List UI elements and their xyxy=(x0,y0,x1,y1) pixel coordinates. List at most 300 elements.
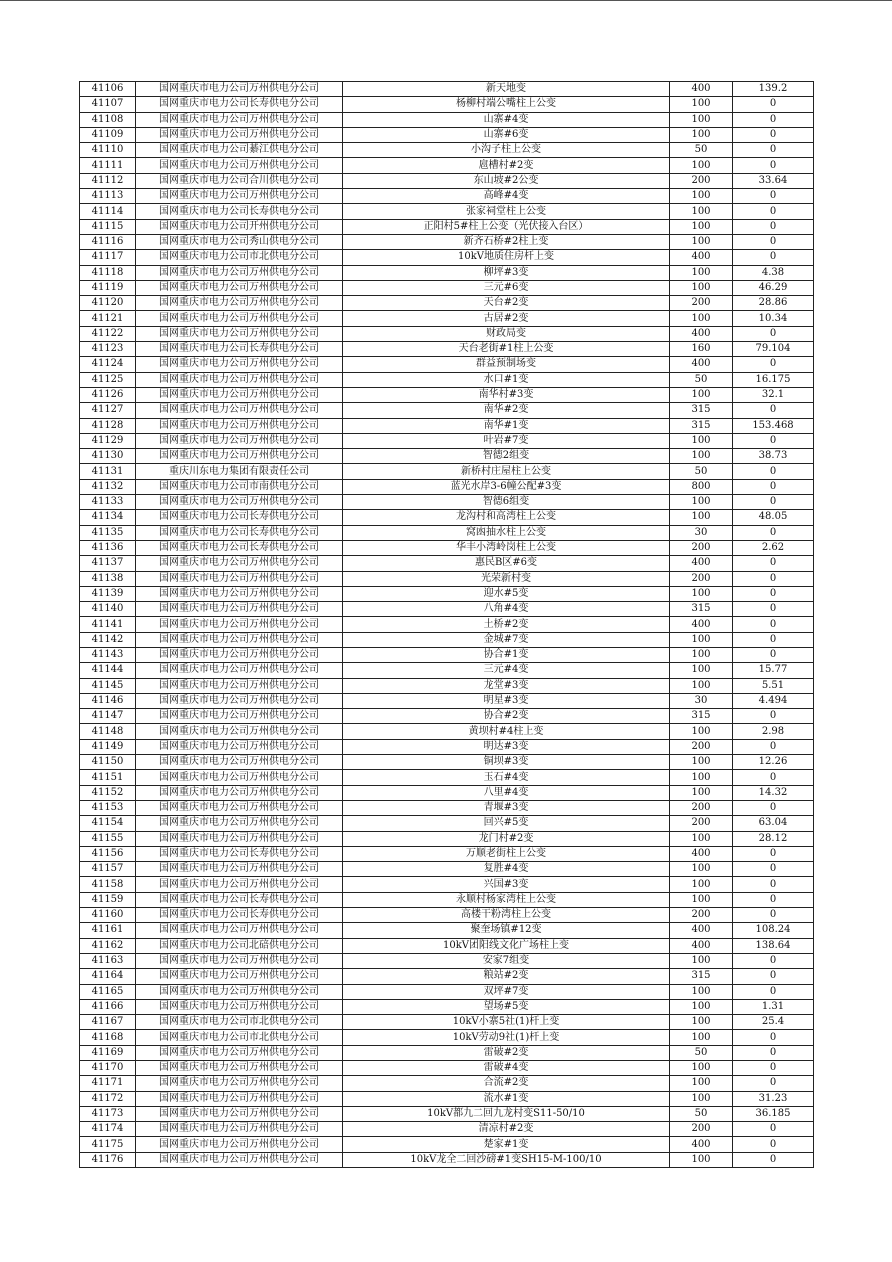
capacity-cell: 100 xyxy=(670,1091,733,1106)
transformer-name-cell: 杨柳村端公嘴柱上公变 xyxy=(343,97,670,112)
capacity-cell: 315 xyxy=(670,709,733,724)
capacity-cell: 100 xyxy=(670,892,733,907)
transformer-name-cell: 扈槽村#2变 xyxy=(343,158,670,173)
company-cell: 国网重庆市电力公司长寿供电分公司 xyxy=(136,525,343,540)
data-table xyxy=(79,81,814,1168)
transformer-name-cell: 金城#7变 xyxy=(343,632,670,647)
table-row xyxy=(80,219,814,234)
load-value-cell: 32.1 xyxy=(733,387,814,402)
capacity-cell: 100 xyxy=(670,1061,733,1076)
row-id-cell: 41111 xyxy=(80,158,136,173)
row-id-cell: 41174 xyxy=(80,1122,136,1137)
company-cell: 国网重庆市电力公司万州供电分公司 xyxy=(136,816,343,831)
capacity-cell: 400 xyxy=(670,326,733,341)
capacity-cell: 100 xyxy=(670,755,733,770)
load-value-cell: 31.23 xyxy=(733,1091,814,1106)
capacity-cell: 100 xyxy=(670,158,733,173)
table-row xyxy=(80,892,814,907)
row-id-cell: 41149 xyxy=(80,739,136,754)
company-cell: 国网重庆市电力公司万州供电分公司 xyxy=(136,127,343,142)
company-cell: 国网重庆市电力公司市南供电分公司 xyxy=(136,479,343,494)
table-row xyxy=(80,143,814,158)
company-cell: 国网重庆市电力公司万州供电分公司 xyxy=(136,1091,343,1106)
load-value-cell: 0 xyxy=(733,862,814,877)
load-value-cell: 0 xyxy=(733,127,814,142)
row-id-cell: 41143 xyxy=(80,647,136,662)
company-cell: 国网重庆市电力公司万州供电分公司 xyxy=(136,724,343,739)
company-cell: 国网重庆市电力公司万州供电分公司 xyxy=(136,632,343,647)
row-id-cell: 41122 xyxy=(80,326,136,341)
table-row xyxy=(80,800,814,815)
load-value-cell: 153.468 xyxy=(733,418,814,433)
transformer-name-cell: 天台老街#1柱上公变 xyxy=(343,342,670,357)
row-id-cell: 41150 xyxy=(80,755,136,770)
capacity-cell: 400 xyxy=(670,357,733,372)
capacity-cell: 200 xyxy=(670,800,733,815)
row-id-cell: 41119 xyxy=(80,280,136,295)
table-row xyxy=(80,1061,814,1076)
row-id-cell: 41129 xyxy=(80,433,136,448)
capacity-cell: 200 xyxy=(670,173,733,188)
capacity-cell: 100 xyxy=(670,1015,733,1030)
transformer-name-cell: 黄坝村#4柱上变 xyxy=(343,724,670,739)
row-id-cell: 41137 xyxy=(80,556,136,571)
capacity-cell: 100 xyxy=(670,586,733,601)
table-row xyxy=(80,311,814,326)
transformer-name-cell: 望场#5变 xyxy=(343,999,670,1014)
capacity-cell: 100 xyxy=(670,219,733,234)
row-id-cell: 41165 xyxy=(80,984,136,999)
table-row xyxy=(80,372,814,387)
company-cell: 国网重庆市电力公司市北供电分公司 xyxy=(136,1030,343,1045)
table-row xyxy=(80,540,814,555)
load-value-cell: 79.104 xyxy=(733,342,814,357)
capacity-cell: 200 xyxy=(670,296,733,311)
table-row xyxy=(80,158,814,173)
capacity-cell: 100 xyxy=(670,1030,733,1045)
load-value-cell: 14.32 xyxy=(733,785,814,800)
capacity-cell: 100 xyxy=(670,953,733,968)
load-value-cell: 0 xyxy=(733,1045,814,1060)
company-cell: 国网重庆市电力公司万州供电分公司 xyxy=(136,1106,343,1121)
row-id-cell: 41116 xyxy=(80,234,136,249)
company-cell: 国网重庆市电力公司长寿供电分公司 xyxy=(136,97,343,112)
company-cell: 国网重庆市电力公司万州供电分公司 xyxy=(136,357,343,372)
transformer-name-cell: 聚奎场镇#12变 xyxy=(343,923,670,938)
table-row xyxy=(80,173,814,188)
transformer-name-cell: 楚家#1变 xyxy=(343,1137,670,1152)
capacity-cell: 200 xyxy=(670,571,733,586)
row-id-cell: 41125 xyxy=(80,372,136,387)
company-cell: 国网重庆市电力公司万州供电分公司 xyxy=(136,433,343,448)
load-value-cell: 15.77 xyxy=(733,663,814,678)
capacity-cell: 315 xyxy=(670,602,733,617)
capacity-cell: 100 xyxy=(670,831,733,846)
company-cell: 国网重庆市电力公司万州供电分公司 xyxy=(136,831,343,846)
load-value-cell: 4.38 xyxy=(733,265,814,280)
company-cell: 国网重庆市电力公司长寿供电分公司 xyxy=(136,892,343,907)
load-value-cell: 108.24 xyxy=(733,923,814,938)
company-cell: 国网重庆市电力公司长寿供电分公司 xyxy=(136,846,343,861)
transformer-name-cell: 水口#1变 xyxy=(343,372,670,387)
row-id-cell: 41168 xyxy=(80,1030,136,1045)
company-cell: 国网重庆市电力公司万州供电分公司 xyxy=(136,877,343,892)
company-cell: 国网重庆市电力公司万州供电分公司 xyxy=(136,1137,343,1152)
table-row xyxy=(80,938,814,953)
table-row xyxy=(80,678,814,693)
table-row xyxy=(80,571,814,586)
load-value-cell: 0 xyxy=(733,234,814,249)
table-row xyxy=(80,785,814,800)
transformer-name-cell: 八角#4变 xyxy=(343,602,670,617)
table-row xyxy=(80,464,814,479)
load-value-cell: 0 xyxy=(733,219,814,234)
table-row xyxy=(80,739,814,754)
capacity-cell: 100 xyxy=(670,724,733,739)
row-id-cell: 41171 xyxy=(80,1076,136,1091)
transformer-name-cell: 安家7组变 xyxy=(343,953,670,968)
capacity-cell: 100 xyxy=(670,189,733,204)
capacity-cell: 50 xyxy=(670,372,733,387)
company-cell: 国网重庆市电力公司万州供电分公司 xyxy=(136,586,343,601)
load-value-cell: 36.185 xyxy=(733,1106,814,1121)
load-value-cell: 0 xyxy=(733,357,814,372)
transformer-name-cell: 南华村#3变 xyxy=(343,387,670,402)
company-cell: 国网重庆市电力公司万州供电分公司 xyxy=(136,112,343,127)
row-id-cell: 41140 xyxy=(80,602,136,617)
transformer-name-cell: 粮站#2变 xyxy=(343,969,670,984)
transformer-name-cell: 龙沟村和高湾柱上公变 xyxy=(343,510,670,525)
transformer-name-cell: 流水#1变 xyxy=(343,1091,670,1106)
capacity-cell: 100 xyxy=(670,999,733,1014)
table-row xyxy=(80,403,814,418)
transformer-name-cell: 龙堂#3变 xyxy=(343,678,670,693)
capacity-cell: 100 xyxy=(670,127,733,142)
load-value-cell: 2.98 xyxy=(733,724,814,739)
capacity-cell: 400 xyxy=(670,82,733,97)
capacity-cell: 100 xyxy=(670,1152,733,1167)
row-id-cell: 41163 xyxy=(80,953,136,968)
transformer-name-cell: 10kV都九二回九龙村变S11-50/10 xyxy=(343,1106,670,1121)
company-cell: 国网重庆市电力公司万州供电分公司 xyxy=(136,755,343,770)
table-row xyxy=(80,1122,814,1137)
capacity-cell: 50 xyxy=(670,464,733,479)
capacity-cell: 100 xyxy=(670,204,733,219)
load-value-cell: 0 xyxy=(733,1137,814,1152)
row-id-cell: 41139 xyxy=(80,586,136,601)
load-value-cell: 0 xyxy=(733,617,814,632)
transformer-name-cell: 新齐石桥#2柱上变 xyxy=(343,234,670,249)
table-row xyxy=(80,189,814,204)
row-id-cell: 41108 xyxy=(80,112,136,127)
row-id-cell: 41141 xyxy=(80,617,136,632)
row-id-cell: 41132 xyxy=(80,479,136,494)
table-row xyxy=(80,770,814,785)
load-value-cell: 0 xyxy=(733,556,814,571)
load-value-cell: 0 xyxy=(733,464,814,479)
transformer-name-cell: 光荣新村变 xyxy=(343,571,670,586)
transformer-name-cell: 高峰#4变 xyxy=(343,189,670,204)
row-id-cell: 41123 xyxy=(80,342,136,357)
table-row xyxy=(80,342,814,357)
capacity-cell: 100 xyxy=(670,510,733,525)
load-value-cell: 0 xyxy=(733,739,814,754)
company-cell: 国网重庆市电力公司合川供电分公司 xyxy=(136,173,343,188)
row-id-cell: 41133 xyxy=(80,495,136,510)
load-value-cell: 0 xyxy=(733,525,814,540)
company-cell: 国网重庆市电力公司万州供电分公司 xyxy=(136,709,343,724)
capacity-cell: 100 xyxy=(670,311,733,326)
company-cell: 国网重庆市电力公司长寿供电分公司 xyxy=(136,510,343,525)
load-value-cell: 0 xyxy=(733,969,814,984)
table-row xyxy=(80,479,814,494)
row-id-cell: 41115 xyxy=(80,219,136,234)
row-id-cell: 41144 xyxy=(80,663,136,678)
company-cell: 国网重庆市电力公司万州供电分公司 xyxy=(136,663,343,678)
transformer-name-cell: 张家祠堂柱上公变 xyxy=(343,204,670,219)
transformer-name-cell: 新桥村庄屋柱上公变 xyxy=(343,464,670,479)
table-row xyxy=(80,969,814,984)
row-id-cell: 41126 xyxy=(80,387,136,402)
company-cell: 国网重庆市电力公司长寿供电分公司 xyxy=(136,908,343,923)
transformer-name-cell: 合流#2变 xyxy=(343,1076,670,1091)
company-cell: 国网重庆市电力公司万州供电分公司 xyxy=(136,449,343,464)
company-cell: 国网重庆市电力公司万州供电分公司 xyxy=(136,1045,343,1060)
transformer-name-cell: 天台#2变 xyxy=(343,296,670,311)
capacity-cell: 400 xyxy=(670,250,733,265)
table-row xyxy=(80,816,814,831)
row-id-cell: 41114 xyxy=(80,204,136,219)
table-row xyxy=(80,953,814,968)
capacity-cell: 315 xyxy=(670,418,733,433)
load-value-cell: 0 xyxy=(733,433,814,448)
company-cell: 国网重庆市电力公司万州供电分公司 xyxy=(136,387,343,402)
capacity-cell: 100 xyxy=(670,387,733,402)
transformer-name-cell: 协合#1变 xyxy=(343,647,670,662)
row-id-cell: 41134 xyxy=(80,510,136,525)
capacity-cell: 30 xyxy=(670,525,733,540)
table-row xyxy=(80,632,814,647)
transformer-name-cell: 兴国#3变 xyxy=(343,877,670,892)
load-value-cell: 0 xyxy=(733,495,814,510)
row-id-cell: 41158 xyxy=(80,877,136,892)
load-value-cell: 1.31 xyxy=(733,999,814,1014)
load-value-cell: 0 xyxy=(733,112,814,127)
capacity-cell: 100 xyxy=(670,678,733,693)
row-id-cell: 41112 xyxy=(80,173,136,188)
capacity-cell: 400 xyxy=(670,938,733,953)
transformer-name-cell: 财政局变 xyxy=(343,326,670,341)
load-value-cell: 28.12 xyxy=(733,831,814,846)
transformer-name-cell: 群益预制场变 xyxy=(343,357,670,372)
row-id-cell: 41109 xyxy=(80,127,136,142)
row-id-cell: 41148 xyxy=(80,724,136,739)
company-cell: 国网重庆市电力公司万州供电分公司 xyxy=(136,1152,343,1167)
row-id-cell: 41156 xyxy=(80,846,136,861)
load-value-cell: 0 xyxy=(733,1122,814,1137)
table-row xyxy=(80,724,814,739)
load-value-cell: 10.34 xyxy=(733,311,814,326)
table-row xyxy=(80,495,814,510)
transformer-name-cell: 惠民B区#6变 xyxy=(343,556,670,571)
load-value-cell: 38.73 xyxy=(733,449,814,464)
transformer-name-cell: 明星#3变 xyxy=(343,693,670,708)
capacity-cell: 100 xyxy=(670,862,733,877)
row-id-cell: 41127 xyxy=(80,403,136,418)
table-row xyxy=(80,433,814,448)
row-id-cell: 41106 xyxy=(80,82,136,97)
capacity-cell: 400 xyxy=(670,1137,733,1152)
load-value-cell: 0 xyxy=(733,403,814,418)
table-row xyxy=(80,1015,814,1030)
table-row xyxy=(80,418,814,433)
load-value-cell: 0 xyxy=(733,877,814,892)
capacity-cell: 50 xyxy=(670,143,733,158)
row-id-cell: 41152 xyxy=(80,785,136,800)
company-cell: 国网重庆市电力公司秀山供电分公司 xyxy=(136,234,343,249)
table-row xyxy=(80,265,814,280)
company-cell: 国网重庆市电力公司万州供电分公司 xyxy=(136,571,343,586)
load-value-cell: 0 xyxy=(733,326,814,341)
transformer-name-cell: 古居#2变 xyxy=(343,311,670,326)
table-row xyxy=(80,663,814,678)
load-value-cell: 0 xyxy=(733,189,814,204)
load-value-cell: 5.51 xyxy=(733,678,814,693)
capacity-cell: 100 xyxy=(670,770,733,785)
load-value-cell: 0 xyxy=(733,1076,814,1091)
transformer-name-cell: 雷破#4变 xyxy=(343,1061,670,1076)
capacity-cell: 100 xyxy=(670,433,733,448)
transformer-name-cell: 叶岩#7变 xyxy=(343,433,670,448)
load-value-cell: 0 xyxy=(733,1030,814,1045)
table-row xyxy=(80,280,814,295)
table-row xyxy=(80,693,814,708)
load-value-cell: 4.494 xyxy=(733,693,814,708)
transformer-name-cell: 明达#3变 xyxy=(343,739,670,754)
capacity-cell: 100 xyxy=(670,647,733,662)
transformer-name-cell: 10kV小寨5社(1)杆上变 xyxy=(343,1015,670,1030)
row-id-cell: 41161 xyxy=(80,923,136,938)
table-row xyxy=(80,617,814,632)
row-id-cell: 41128 xyxy=(80,418,136,433)
load-value-cell: 28.86 xyxy=(733,296,814,311)
company-cell: 国网重庆市电力公司万州供电分公司 xyxy=(136,770,343,785)
company-cell: 国网重庆市电力公司万州供电分公司 xyxy=(136,953,343,968)
table-row xyxy=(80,1091,814,1106)
capacity-cell: 200 xyxy=(670,540,733,555)
company-cell: 国网重庆市电力公司长寿供电分公司 xyxy=(136,342,343,357)
row-id-cell: 41159 xyxy=(80,892,136,907)
company-cell: 国网重庆市电力公司万州供电分公司 xyxy=(136,158,343,173)
load-value-cell: 25.4 xyxy=(733,1015,814,1030)
row-id-cell: 41157 xyxy=(80,862,136,877)
company-cell: 国网重庆市电力公司市北供电分公司 xyxy=(136,1015,343,1030)
transformer-name-cell: 玉石#4变 xyxy=(343,770,670,785)
transformer-name-cell: 三元#6变 xyxy=(343,280,670,295)
transformer-name-cell: 南华#1变 xyxy=(343,418,670,433)
capacity-cell: 50 xyxy=(670,1045,733,1060)
row-id-cell: 41170 xyxy=(80,1061,136,1076)
company-cell: 国网重庆市电力公司万州供电分公司 xyxy=(136,326,343,341)
company-cell: 国网重庆市电力公司北碚供电分公司 xyxy=(136,938,343,953)
table-row xyxy=(80,984,814,999)
company-cell: 国网重庆市电力公司万州供电分公司 xyxy=(136,265,343,280)
table-row xyxy=(80,831,814,846)
table-row xyxy=(80,82,814,97)
load-value-cell: 2.62 xyxy=(733,540,814,555)
row-id-cell: 41138 xyxy=(80,571,136,586)
load-value-cell: 0 xyxy=(733,846,814,861)
transformer-name-cell: 正阳村5#柱上公变（光伏接入台区） xyxy=(343,219,670,234)
table-row xyxy=(80,234,814,249)
company-cell: 国网重庆市电力公司万州供电分公司 xyxy=(136,800,343,815)
load-value-cell: 0 xyxy=(733,158,814,173)
transformer-name-cell: 柳坪#3变 xyxy=(343,265,670,280)
company-cell: 国网重庆市电力公司万州供电分公司 xyxy=(136,372,343,387)
table-row xyxy=(80,1106,814,1121)
load-value-cell: 0 xyxy=(733,143,814,158)
capacity-cell: 100 xyxy=(670,663,733,678)
transformer-name-cell: 清凉村#2变 xyxy=(343,1122,670,1137)
transformer-name-cell: 高楼干粉湾柱上公变 xyxy=(343,908,670,923)
transformer-name-cell: 龙门村#2变 xyxy=(343,831,670,846)
table-row xyxy=(80,647,814,662)
capacity-cell: 100 xyxy=(670,234,733,249)
company-cell: 国网重庆市电力公司万州供电分公司 xyxy=(136,418,343,433)
load-value-cell: 0 xyxy=(733,479,814,494)
company-cell: 国网重庆市电力公司万州供电分公司 xyxy=(136,617,343,632)
transformer-name-cell: 小沟子柱上公变 xyxy=(343,143,670,158)
table-row xyxy=(80,908,814,923)
transformer-name-cell: 雷破#2变 xyxy=(343,1045,670,1060)
table-row xyxy=(80,755,814,770)
row-id-cell: 41118 xyxy=(80,265,136,280)
company-cell: 国网重庆市电力公司万州供电分公司 xyxy=(136,678,343,693)
load-value-cell: 0 xyxy=(733,647,814,662)
table-row xyxy=(80,846,814,861)
company-cell: 国网重庆市电力公司市北供电分公司 xyxy=(136,250,343,265)
capacity-cell: 100 xyxy=(670,449,733,464)
row-id-cell: 41130 xyxy=(80,449,136,464)
load-value-cell: 139.2 xyxy=(733,82,814,97)
load-value-cell: 0 xyxy=(733,602,814,617)
capacity-cell: 400 xyxy=(670,923,733,938)
company-cell: 国网重庆市电力公司万州供电分公司 xyxy=(136,923,343,938)
load-value-cell: 0 xyxy=(733,250,814,265)
transformer-name-cell: 新天地变 xyxy=(343,82,670,97)
load-value-cell: 0 xyxy=(733,892,814,907)
capacity-cell: 800 xyxy=(670,479,733,494)
load-value-cell: 0 xyxy=(733,632,814,647)
row-id-cell: 41151 xyxy=(80,770,136,785)
transformer-name-cell: 蓝光水岸3-6幢公配#3变 xyxy=(343,479,670,494)
capacity-cell: 100 xyxy=(670,265,733,280)
row-id-cell: 41131 xyxy=(80,464,136,479)
table-row xyxy=(80,112,814,127)
table-row xyxy=(80,357,814,372)
load-value-cell: 0 xyxy=(733,1152,814,1167)
transformer-name-cell: 山寨#6变 xyxy=(343,127,670,142)
table-row xyxy=(80,999,814,1014)
load-value-cell: 0 xyxy=(733,908,814,923)
transformer-name-cell: 智德6组变 xyxy=(343,495,670,510)
load-value-cell: 46.29 xyxy=(733,280,814,295)
table-row xyxy=(80,602,814,617)
table-row xyxy=(80,250,814,265)
load-value-cell: 0 xyxy=(733,770,814,785)
transformer-name-cell: 10kV团阳线文化广场柱上变 xyxy=(343,938,670,953)
row-id-cell: 41135 xyxy=(80,525,136,540)
